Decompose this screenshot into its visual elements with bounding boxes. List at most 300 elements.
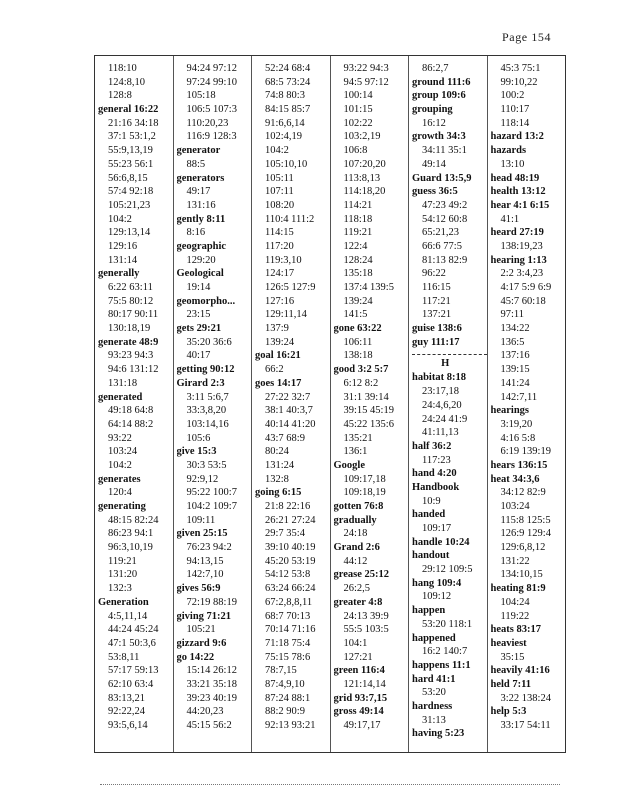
index-term: happen	[412, 605, 446, 617]
page-reference: 35:15	[500, 651, 525, 663]
page-reference: 16:2 140:7	[422, 646, 468, 658]
page-reference: 52:24 68:4	[265, 63, 311, 74]
page-reference: 131:18	[108, 377, 138, 389]
index-term: grouping	[412, 104, 453, 116]
page-reference: 86:2,7	[422, 63, 449, 74]
index-term: getting 90:12	[176, 364, 235, 376]
index-term: given 25:15	[176, 528, 228, 540]
page-reference: 53:20 118:1	[422, 618, 473, 630]
index-term: happens 11:1	[412, 659, 471, 671]
page-reference: 104:2	[265, 145, 289, 157]
page-reference: 24:24 41:9	[422, 413, 468, 425]
index-term: growth 34:3	[412, 131, 466, 143]
page-reference: 34:11 35:1	[422, 145, 467, 157]
index-term: generating	[98, 501, 146, 512]
page-reference: 3:11 5:6,7	[186, 391, 229, 403]
page-reference: 62:10 63:4	[108, 678, 154, 690]
page-reference: 99:10,22	[500, 76, 538, 88]
index-term: having 5:23	[412, 728, 465, 740]
page-reference: 86:23 94:1	[108, 528, 154, 540]
page-reference: 31:13	[422, 714, 446, 726]
page-reference: 103:2,19	[343, 131, 381, 143]
page-reference: 139:15	[500, 364, 530, 376]
page-reference: 23:15	[186, 309, 211, 321]
page-reference: 34:12 82:9	[500, 487, 546, 499]
index-term: hardness	[412, 700, 453, 712]
page-reference: 45:3 75:1	[500, 63, 541, 74]
page-reference: 54:12 53:8	[265, 569, 311, 581]
page-reference: 93:22 94:3	[343, 63, 389, 74]
index-term: Google	[333, 459, 365, 471]
page-reference: 33:3,8,20	[186, 405, 227, 417]
page-reference: 31:1 39:14	[343, 391, 389, 403]
index-term: hazards	[490, 145, 527, 157]
index-term: gives 56:9	[176, 583, 221, 595]
page-reference: 47:1 50:3,6	[108, 637, 156, 649]
index-column-5	[409, 56, 488, 752]
page-reference: 131:14	[108, 254, 138, 266]
page-reference: 129:11,14	[265, 309, 307, 321]
index-table	[94, 55, 566, 753]
page-reference: 67:2,8,8,11	[265, 596, 313, 608]
page-reference: 108:20	[265, 199, 295, 211]
page-reference: 137:21	[422, 309, 452, 321]
index-term: hang 109:4	[412, 577, 462, 589]
index-column-6	[488, 56, 566, 752]
index-term: Handbook	[412, 481, 460, 493]
page-reference: 87:24 88:1	[265, 692, 311, 704]
page-reference: 93:23 94:3	[108, 350, 154, 362]
page-reference: 33:21 35:18	[186, 678, 237, 690]
page-reference: 103:24	[500, 501, 530, 512]
page-reference: 8:16	[186, 227, 206, 239]
page-reference: 87:4,9,10	[265, 678, 305, 690]
bottom-rule	[100, 784, 560, 785]
page-reference: 88:2 90:9	[265, 706, 305, 718]
page-reference: 64:14 88:2	[108, 418, 154, 430]
index-term: guy 111:17	[412, 336, 460, 348]
page-reference: 43:7 68:9	[265, 432, 305, 444]
page-reference: 74:8 80:3	[265, 90, 305, 102]
page-reference: 47:23 49:2	[422, 199, 468, 211]
index-term: handle 10:24	[412, 536, 470, 548]
page-reference: 95:22 100:7	[186, 487, 237, 499]
page-reference: 80:24	[265, 446, 289, 458]
page-reference: 66:6 77:5	[422, 240, 462, 252]
page-reference: 100:14	[343, 90, 373, 102]
section-letter: H	[412, 354, 487, 371]
index-term: help 5:3	[490, 706, 527, 718]
index-term: green 116:4	[333, 665, 385, 677]
page-reference: 106:8	[343, 145, 368, 157]
page-reference: 68:5 73:24	[265, 76, 311, 88]
page-reference: 66:2	[265, 364, 284, 376]
page-reference: 132:3	[108, 583, 132, 595]
page-reference: 39:10 40:19	[265, 542, 316, 554]
page-reference: 94:5 97:12	[343, 76, 389, 88]
page-reference: 97:24 99:10	[186, 76, 237, 88]
page-reference: 104:2 109:7	[186, 501, 237, 512]
page-reference: 105:11	[265, 172, 294, 184]
page-reference: 105:6	[186, 432, 211, 444]
index-term: hand 4:20	[412, 468, 457, 480]
page-reference: 96:3,10,19	[108, 542, 153, 554]
page-reference: 128:8	[108, 90, 132, 102]
page-reference: 141:24	[500, 377, 530, 389]
page-reference: 118:10	[108, 63, 137, 74]
page-reference: 137:4 139:5	[343, 282, 394, 293]
page-reference: 16:12	[422, 117, 446, 129]
index-term: Grand 2:6	[333, 542, 380, 554]
page-reference: 124:8,10	[108, 76, 146, 88]
page-reference: 39:15 45:19	[343, 405, 394, 417]
index-term: handout	[412, 550, 450, 562]
page-reference: 114:15	[265, 227, 294, 239]
page-reference: 29:7 35:4	[265, 528, 305, 540]
page-reference: 53:8,11	[108, 651, 140, 663]
page-reference: 78:7,15	[265, 665, 297, 677]
page-reference: 71:18 75:4	[265, 637, 311, 649]
page-reference: 135:21	[343, 432, 373, 444]
index-column-2	[174, 56, 253, 752]
page-reference: 44:20,23	[186, 706, 224, 718]
index-term: heavily 41:16	[490, 665, 550, 677]
page-reference: 129:13,14	[108, 227, 151, 239]
page-reference: 38:1 40:3,7	[265, 405, 313, 417]
index-term: going 6:15	[255, 487, 302, 499]
index-term: guise 138:6	[412, 323, 462, 335]
page-reference: 6:19 139:19	[500, 446, 551, 458]
index-term: generated	[98, 391, 143, 403]
page-reference: 41:11,13	[422, 427, 459, 439]
page-reference: 63:24 66:24	[265, 583, 316, 595]
page-reference: 49:17,17	[343, 720, 381, 731]
index-term: head 48:19	[490, 172, 540, 184]
page-reference: 116:15	[422, 282, 451, 293]
page-reference: 94:6 131:12	[108, 364, 159, 376]
index-term: go 14:22	[176, 651, 215, 663]
page-reference: 3:22 138:24	[500, 692, 551, 704]
index-term: give 15:3	[176, 446, 217, 458]
page-reference: 33:17 54:11	[500, 720, 551, 731]
index-term: Girard 2:3	[176, 377, 225, 389]
page-reference: 131:22	[500, 555, 530, 567]
page-reference: 104:24	[500, 596, 530, 608]
page-reference: 94:13,15	[186, 555, 224, 567]
page-reference: 84:15 85:7	[265, 104, 311, 116]
index-term: health 13:12	[490, 186, 546, 198]
index-term: geographic	[176, 240, 227, 252]
index-term: grease 25:12	[333, 569, 389, 581]
page-reference: 116:9 128:3	[186, 131, 237, 143]
page-reference: 127:21	[343, 651, 373, 663]
page-reference: 137:16	[500, 350, 530, 362]
page-reference: 3:19,20	[500, 418, 533, 430]
page-reference: 104:2	[108, 459, 132, 471]
page-reference: 114:21	[343, 199, 373, 211]
page-reference: 120:4	[108, 487, 132, 499]
index-term: goal 16:21	[255, 350, 301, 362]
page-reference: 40:14 41:20	[265, 418, 316, 430]
page-reference: 56:6,8,15	[108, 172, 148, 184]
page-reference: 55:9,13,19	[108, 145, 153, 157]
page-reference: 55:5 103:5	[343, 624, 389, 636]
index-column-3	[252, 56, 331, 752]
page-reference: 72:19 88:19	[186, 596, 237, 608]
index-term: hearings	[490, 405, 530, 417]
index-term: half 36:2	[412, 440, 452, 452]
index-term: hazard 13:2	[490, 131, 544, 143]
index-term: goes 14:17	[255, 377, 302, 389]
page-reference: 24:18	[343, 528, 368, 540]
page-reference: 102:22	[343, 117, 373, 129]
index-term: hearing 1:13	[490, 254, 547, 266]
page-reference: 141:5	[343, 309, 368, 321]
page-reference: 126:9 129:4	[500, 528, 551, 540]
page-reference: 107:20,20	[343, 158, 386, 170]
page-reference: 118:18	[343, 213, 373, 225]
page-reference: 106:11	[343, 336, 373, 348]
page-reference: 119:21	[343, 227, 373, 239]
page-reference: 21:8 22:16	[265, 501, 311, 512]
page-reference: 119:22	[500, 610, 530, 622]
page-reference: 70:14 71:16	[265, 624, 316, 636]
index-term: held 7:11	[490, 678, 532, 690]
index-column-1	[95, 56, 174, 752]
page-reference: 40:17	[186, 350, 211, 362]
page-reference: 26:21 27:24	[265, 514, 316, 526]
page-reference: 44:24 45:24	[108, 624, 159, 636]
page-reference: 24:13 39:9	[343, 610, 389, 622]
page-reference: 10:9	[422, 495, 441, 507]
page-reference: 24:4,6,20	[422, 399, 462, 411]
page-reference: 126:5 127:9	[265, 282, 316, 293]
page-reference: 45:15 56:2	[186, 720, 232, 731]
index-term: heating 81:9	[490, 583, 546, 595]
page-reference: 6:12 8:2	[343, 377, 379, 389]
index-term: handed	[412, 509, 446, 521]
page-reference: 121:14,14	[343, 678, 386, 690]
page-reference: 94:24 97:12	[186, 63, 237, 74]
page-reference: 110:17	[500, 104, 530, 116]
index-term: heard 27:19	[490, 227, 544, 239]
page-reference: 105:21	[186, 624, 216, 636]
page-reference: 110:4 111:2	[265, 213, 315, 225]
page-reference: 92:22,24	[108, 706, 146, 718]
page-reference: 122:4	[343, 240, 368, 252]
page-reference: 128:24	[343, 254, 373, 266]
page-reference: 57:17 59:13	[108, 665, 159, 677]
index-term: guess 36:5	[412, 186, 458, 198]
page-reference: 68:7 70:13	[265, 610, 311, 622]
index-term: Guard 13:5,9	[412, 172, 472, 184]
page-reference: 44:12	[343, 555, 368, 567]
index-term: ground 111:6	[412, 76, 471, 88]
page-reference: 109:12	[422, 591, 452, 603]
page-reference: 41:1	[500, 213, 520, 225]
page-reference: 93:22	[108, 432, 132, 444]
page-reference: 136:5	[500, 336, 525, 348]
page-reference: 106:5 107:3	[186, 104, 237, 116]
page-reference: 49:14	[422, 158, 446, 170]
page-reference: 65:21,23	[422, 227, 460, 239]
page-reference: 19:14	[186, 282, 211, 293]
index-term: gradually	[333, 514, 377, 526]
page-reference: 142:7,11	[500, 391, 538, 403]
index-term: hears 136:15	[490, 459, 548, 471]
page-reference: 81:13 82:9	[422, 254, 468, 266]
page-reference: 53:20	[422, 687, 446, 699]
page-reference: 35:20 36:6	[186, 336, 232, 348]
page-reference: 6:22 63:11	[108, 282, 153, 293]
page-reference: 114:18,20	[343, 186, 386, 198]
page-reference: 117:20	[265, 240, 294, 252]
page-reference: 45:22 135:6	[343, 418, 394, 430]
page-reference: 23:17,18	[422, 386, 460, 398]
index-term: greater 4:8	[333, 596, 383, 608]
page-reference: 130:18,19	[108, 323, 151, 335]
index-term: hear 4:1 6:15	[490, 199, 550, 211]
index-column-4	[331, 56, 410, 752]
page-reference: 142:7,10	[186, 569, 224, 581]
page-reference: 113:8,13	[343, 172, 381, 184]
index-term: general 16:22	[98, 104, 159, 116]
page-reference: 104:2	[108, 213, 132, 225]
page-reference: 129:16	[108, 240, 138, 252]
page-reference: 75:5 80:12	[108, 295, 154, 307]
page-reference: 29:12 109:5	[422, 564, 473, 576]
index-term: heats 83:17	[490, 624, 541, 636]
index-term: giving 71:21	[176, 610, 232, 622]
page-reference: 109:18,19	[343, 487, 386, 499]
page-reference: 117:23	[422, 454, 451, 466]
index-term: gets 29:21	[176, 323, 222, 335]
page-reference: 76:23 94:2	[186, 542, 232, 554]
index-term: generally	[98, 268, 140, 280]
page-reference: 131:24	[265, 459, 295, 471]
page-reference: 109:17	[422, 523, 452, 534]
page-reference: 105:18	[186, 90, 216, 102]
page-reference: 97:11	[500, 309, 525, 321]
page-reference: 127:16	[265, 295, 295, 307]
page-reference: 134:10,15	[500, 569, 543, 581]
page-number: Page 154	[502, 30, 552, 44]
page-reference: 104:1	[343, 637, 368, 649]
page-reference: 100:2	[500, 90, 525, 102]
page-reference: 4:16 5:8	[500, 432, 536, 444]
page-reference: 2:2 3:4,23	[500, 268, 544, 280]
index-term: generates	[98, 473, 141, 485]
index-term: good 3:2 5:7	[333, 364, 389, 376]
index-term: gizzard 9:6	[176, 637, 227, 649]
page-reference: 129:6,8,12	[500, 542, 546, 554]
page-reference: 75:15 78:6	[265, 651, 311, 663]
page-reference: 92:13 93:21	[265, 720, 316, 731]
index-term: Generation	[98, 596, 149, 608]
index-term: gone 63:22	[333, 323, 382, 335]
page-reference: 105:21,23	[108, 199, 151, 211]
page-reference: 80:17 90:11	[108, 309, 159, 321]
page-reference: 93:5,6,14	[108, 720, 148, 731]
page-reference: 105:10,10	[265, 158, 308, 170]
page-reference: 15:14 26:12	[186, 665, 237, 677]
page-reference: 55:23 56:1	[108, 158, 154, 170]
index-term: grid 93:7,15	[333, 692, 388, 704]
page-reference: 110:20,23	[186, 117, 229, 129]
page-reference: 54:12 60:8	[422, 213, 468, 225]
page-reference: 131:20	[108, 569, 138, 581]
page-reference: 103:14,16	[186, 418, 229, 430]
page-reference: 49:18 64:8	[108, 405, 154, 417]
page-reference: 136:1	[343, 446, 368, 458]
index-term: group 109:6	[412, 90, 466, 102]
page-reference: 26:2,5	[343, 583, 371, 595]
page-reference: 92:9,12	[186, 473, 219, 485]
page-reference: 83:13,21	[108, 692, 146, 704]
page-reference: 13:10	[500, 158, 525, 170]
index-term: habitat 8:18	[412, 372, 466, 384]
index-term: heat 34:3,6	[490, 473, 540, 485]
page-reference: 137:9	[265, 323, 289, 335]
page-reference: 96:22	[422, 268, 446, 280]
index-term: heaviest	[490, 637, 527, 649]
page-reference: 57:4 92:18	[108, 186, 154, 198]
page-reference: 45:20 53:19	[265, 555, 316, 567]
page-reference: 118:14	[500, 117, 530, 129]
page-reference: 139:24	[265, 336, 295, 348]
page-reference: 91:6,6,14	[265, 117, 305, 129]
page-reference: 45:7 60:18	[500, 295, 546, 307]
page-reference: 49:17	[186, 186, 211, 198]
page-reference: 109:17,18	[343, 473, 386, 485]
index-term: gross 49:14	[333, 706, 384, 718]
page-reference: 119:3,10	[265, 254, 302, 266]
page-reference: 48:15 82:24	[108, 514, 159, 526]
page-reference: 39:23 40:19	[186, 692, 237, 704]
page-reference: 138:18	[343, 350, 373, 362]
page-reference: 131:16	[186, 199, 216, 211]
page-reference: 139:24	[343, 295, 373, 307]
page-reference: 107:11	[265, 186, 294, 198]
index-term: generators	[176, 172, 225, 184]
page-reference: 30:3 53:5	[186, 459, 227, 471]
page-reference: 119:21	[108, 555, 137, 567]
index-term: generator	[176, 145, 221, 157]
page-reference: 115:8 125:5	[500, 514, 551, 526]
page-reference: 37:1 53:1,2	[108, 131, 156, 143]
page-reference: 101:15	[343, 104, 373, 116]
page-reference: 4:5,11,14	[108, 610, 148, 622]
index-term: gotten 76:8	[333, 501, 384, 512]
page-reference: 138:19,23	[500, 240, 543, 252]
page-reference: 129:20	[186, 254, 216, 266]
page-reference: 103:24	[108, 446, 138, 458]
page-reference: 109:11	[186, 514, 216, 526]
page-reference: 134:22	[500, 323, 530, 335]
page-reference: 4:17 5:9 6:9	[500, 282, 552, 293]
index-term: hard 41:1	[412, 673, 456, 685]
page-reference: 27:22 32:7	[265, 391, 311, 403]
page-reference: 124:17	[265, 268, 295, 280]
index-term: geomorpho...	[176, 295, 236, 307]
page-reference: 132:8	[265, 473, 289, 485]
index-term: happened	[412, 632, 456, 644]
page-reference: 102:4,19	[265, 131, 303, 143]
page-reference: 117:21	[422, 295, 451, 307]
page-reference: 135:18	[343, 268, 373, 280]
page-reference: 88:5	[186, 158, 206, 170]
index-term: generate 48:9	[98, 336, 159, 348]
